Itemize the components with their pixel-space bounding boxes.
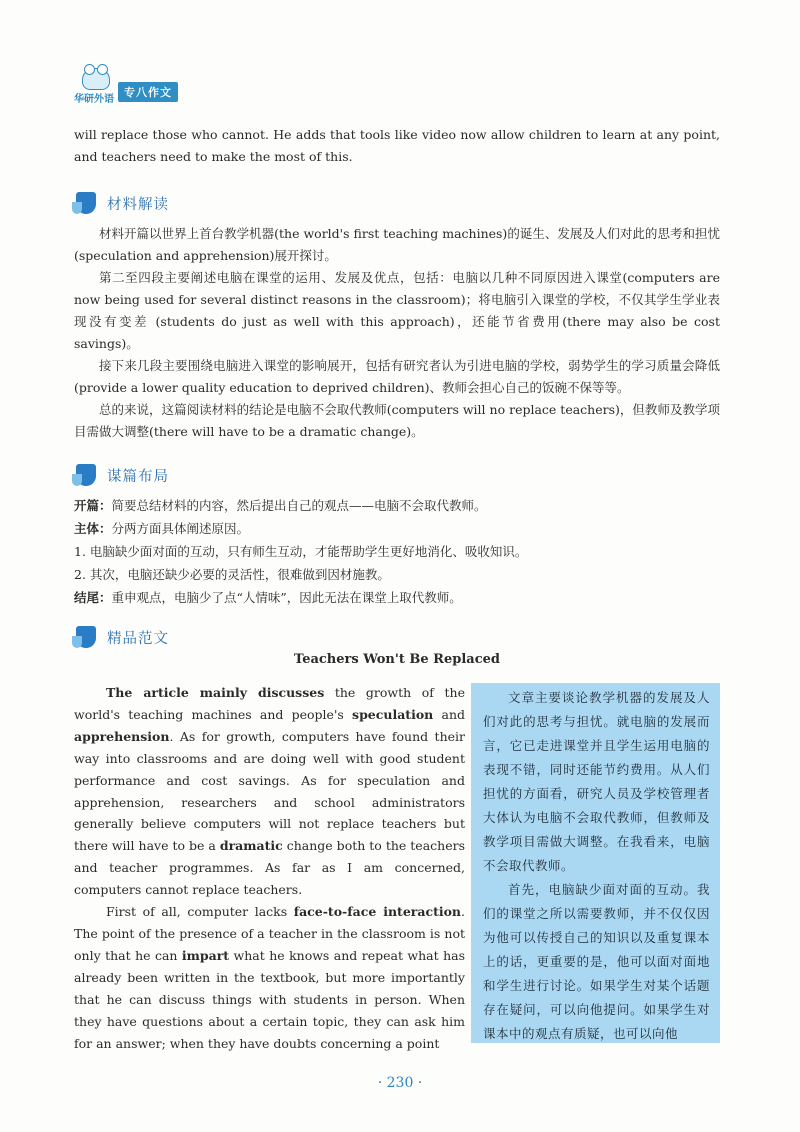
structure-opening	[74, 495, 720, 517]
interpretation-p2: 第二至四段主要阐述电脑在课堂的运用、发展及优点，包括：电脑以几种不同原因进入课堂(computers are now being used for several distinct reasons in the classroom)；将电脑引入课堂的学校，不仅其学生学业表现没有变差 (students do just as well with this approach)，还能节省费用(there may also be cost savings)。	[74, 270, 720, 351]
ending-text: 重申观点，电脑少了点“人情味”，因此无法在课堂上取代教师。	[111, 590, 462, 605]
essay-bold-phrase: apprehension	[74, 728, 170, 744]
structure-body	[74, 518, 720, 540]
frog-mascot-icon	[82, 68, 110, 90]
page-number: · 230 ·	[377, 1075, 423, 1091]
structure-point-1: 1. 电脑缺少面对面的互动，只有师生互动，才能帮助学生更好地消化、吸收知识。	[74, 544, 528, 559]
essay-bold-phrase: impart	[181, 947, 230, 963]
logo-text: 华研外语	[74, 94, 114, 105]
opening-text: 简要总结材料的内容，然后提出自己的观点——电脑不会取代教师。	[111, 498, 487, 513]
essay-text: and	[433, 706, 465, 722]
intro-paragraph: will replace those who cannot. He adds that tools like video now allow children to learn at any point, and teachers need to make the most of this.	[74, 127, 720, 164]
essay-paragraph-1	[74, 682, 465, 901]
opening-label: 开篇：	[74, 498, 112, 513]
essay-body	[74, 682, 465, 1054]
section-title: 谋篇布局	[107, 468, 169, 485]
essay-text: . The point of the presence of a teacher in the classroom is not only that he can	[74, 904, 465, 963]
structure-ending	[74, 587, 720, 609]
essay-text: change both to the teachers and teacher programmes. As far as I am concerned, computers cannot replace teachers.	[74, 838, 465, 898]
translation-paragraph-1: 文章主要谈论教学机器的发展及人们对此的思考与担忧。就电脑的发展而言，它已走进课堂并且学生运用电脑的表现不错，同时还能节约费用。从人们担忧的方面看，研究人员及学校管理者大体认为电脑不会取代教师，但教师及教学项目需做大调整。在我看来，电脑不会取代教师。	[483, 690, 710, 873]
translation-paragraph-2: 首先，电脑缺少面对面的互动。我们的课堂之所以需要教师，并不仅仅因为他可以传授自己的知识以及重复课本上的话，更重要的是，他可以面对面地和学生进行讨论。如果学生对某个话题存在疑问，可以向他提问。如果学生对课本中的观点有质疑，也可以向他	[483, 882, 710, 1041]
section-title: 材料解读	[107, 196, 169, 213]
essay-bold-phrase: dramatic	[219, 838, 283, 854]
essay-text: . As for growth, computers have found their way into classrooms and are doing well with good student performance and cost savings. As for speculation and apprehension, researchers and school administrators generally believe computers will not replace teachers but there will have to be a	[74, 728, 465, 854]
bookmark-icon	[76, 192, 96, 214]
translation-box	[471, 683, 720, 1043]
section-heading-structure	[76, 464, 169, 486]
body-label: 主体：	[74, 521, 112, 536]
interpretation-p3: 接下来几段主要围绕电脑进入课堂的影响展开，包括有研究者认为引进电脑的学校，弱势学生的学习质量会降低(provide a lower quality education to deprived children)、教师会担心自己的饭碗不保等等。	[74, 358, 720, 395]
page-header	[74, 68, 178, 105]
section-tag: 专八作文	[118, 82, 178, 102]
bookmark-icon	[76, 464, 96, 486]
essay-paragraph-2	[74, 901, 465, 1054]
essay-text: First of all, computer lacks	[106, 904, 294, 920]
bookmark-icon	[76, 626, 96, 648]
essay-text: what he knows and repeat what has already been written in the textbook, but more importantly that he can discuss things with students in person. When they have questions about a certain topic, they can ask him for an answer; when they have doubts concerning a point	[74, 947, 466, 1051]
interpretation-p4: 总的来说，这篇阅读材料的结论是电脑不会取代教师(computers will no replace teachers)，但教师及教学项目需做大调整(there will have to be a dramatic change)。	[74, 402, 720, 439]
section-title: 精品范文	[107, 630, 169, 647]
interpretation-p1: 材料开篇以世界上首台教学机器(the world's first teaching machines)的诞生、发展及人们对此的思考和担忧(speculation and apprehension)展开探讨。	[74, 226, 720, 263]
essay-text: the growth of the world's teaching machines and people's	[74, 685, 465, 722]
structure-point-2: 2. 其次，电脑还缺少必要的灵活性，很难做到因材施教。	[74, 567, 390, 582]
section-heading-interpretation	[76, 192, 169, 214]
essay-bold-phrase: speculation	[352, 706, 434, 722]
essay-bold-phrase: The article mainly discusses	[106, 685, 325, 700]
body-text: 分两方面具体阐述原因。	[111, 521, 250, 536]
section-heading-model-essay	[76, 626, 169, 648]
essay-title: Teachers Won't Be Replaced	[294, 652, 500, 667]
ending-label: 结尾：	[74, 590, 112, 605]
publisher-logo	[74, 68, 114, 105]
essay-bold-phrase: face-to-face interaction	[293, 904, 462, 920]
